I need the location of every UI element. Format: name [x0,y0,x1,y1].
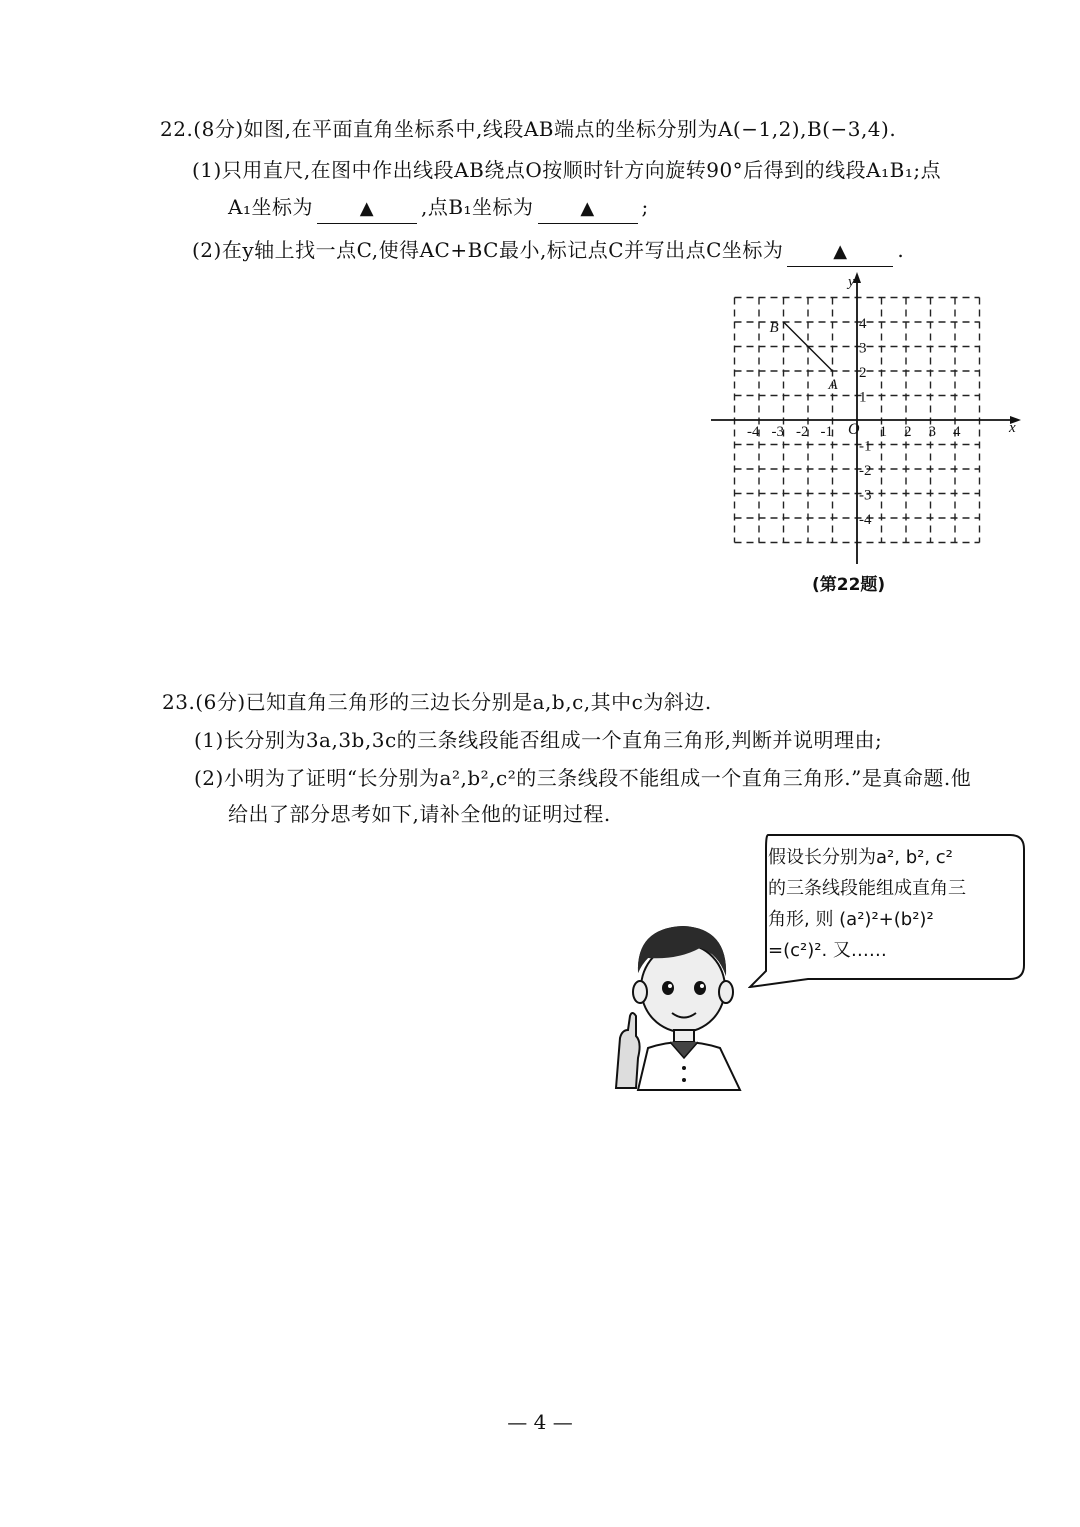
q22-b1-blank[interactable] [538,193,638,224]
y-tick-labels [859,316,872,528]
q22-part2 [192,236,904,267]
x-tick-label: 1 [879,424,887,440]
x-tick-label: -1 [820,424,833,440]
q23-part2-line2: 给出了部分思考如下,请补全他的证明过程. [228,802,611,826]
q23-part2-line1: (2)小明为了证明“长分别为a²,b²,c²的三条线段不能组成一个直角三角形.”是真命题.他 [194,766,972,790]
q23-stem: 23.(6分)已知直角三角形的三边长分别是a,b,c,其中c为斜边. [162,690,712,714]
blank-triangle-icon: ▲ [833,241,848,262]
point-b-label: B [769,320,779,336]
q22-a1-label: A₁坐标为 [228,195,313,219]
q22-c-blank[interactable] [787,236,893,267]
origin-label: O [848,421,860,438]
x-tick-label: 2 [904,424,912,440]
q22-part2-end: . [897,238,905,262]
blank-triangle-icon: ▲ [580,198,595,219]
bubble-line: =(c²)². 又…… [768,940,887,961]
y-tick-label: -3 [859,487,872,504]
y-tick-label: 4 [859,316,867,332]
bubble-line: 角形, 则 (a²)²+(b²)² [768,909,934,930]
y-tick-label: -4 [859,512,872,528]
x-tick-label: 4 [953,424,961,440]
segment-ab [770,320,839,393]
coordinate-grid-figure [705,268,1025,568]
q22-stem: 22.(8分)如图,在平面直角坐标系中,线段AB端点的坐标分别为A(−1,2),B(−3,4). [160,117,897,141]
y-tick-label: 2 [859,365,867,381]
blank-triangle-icon: ▲ [359,198,375,219]
bubble-line: 假设长分别为a², b², c² [768,847,953,868]
q22-part1-line2 [228,193,649,224]
q22-b1-label: ,点B₁坐标为 [420,195,534,219]
q22-part2-text: (2)在y轴上找一点C,使得AC+BC最小,标记点C并写出点C坐标为 [192,238,784,262]
figure-caption: (第22题) [812,575,886,595]
y-tick-label: -2 [859,463,872,479]
x-tick-label: -3 [771,424,784,440]
x-tick-label: -4 [747,424,760,440]
x-tick-label: 3 [928,424,936,440]
q22-part1-line1: (1)只用直尺,在图中作出线段AB绕点O按顺时针方向旋转90°后得到的线段A₁B₁;点 [192,158,942,182]
boy-illustration-icon [608,918,758,1093]
q22-a1-blank[interactable] [317,193,417,224]
speech-bubble-text [768,842,966,966]
bubble-line: 的三条线段能组成直角三 [768,878,966,899]
q22-part1-end: ; [641,195,649,219]
x-axis-label: x [1009,420,1016,436]
point-a-label: A [828,377,838,393]
y-tick-label: 3 [859,340,867,357]
y-axis-label: y [848,274,855,290]
q23-part1: (1)长分别为3a,3b,3c的三条线段能否组成一个直角三角形,判断并说明理由; [194,728,883,752]
y-tick-label: -1 [859,438,872,455]
page-number: — 4 — [507,1410,573,1434]
y-tick-label: 1 [859,389,867,406]
x-tick-label: -2 [796,424,809,440]
